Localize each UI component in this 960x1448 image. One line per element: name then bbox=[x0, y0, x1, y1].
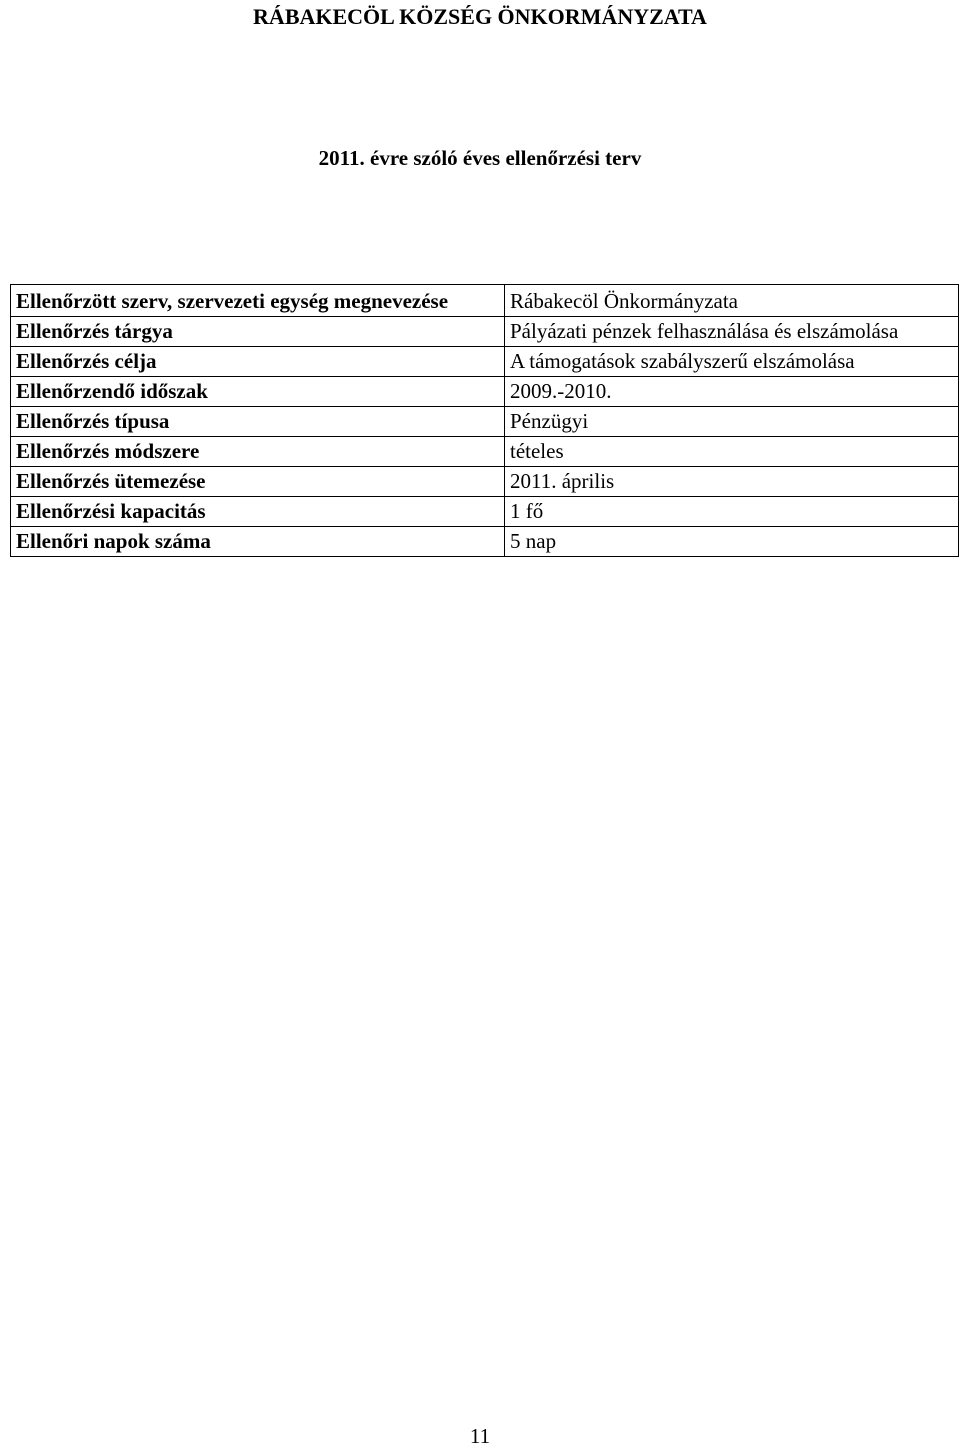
table-row bbox=[11, 527, 959, 557]
page-number: 11 bbox=[469, 1424, 491, 1448]
row-label: Ellenőrzés tárgya bbox=[16, 319, 173, 343]
row-value-cell bbox=[505, 317, 959, 347]
audit-plan-table bbox=[10, 284, 959, 557]
row-label-cell bbox=[11, 285, 505, 317]
row-value-cell bbox=[505, 467, 959, 497]
row-label-cell bbox=[11, 377, 505, 407]
table-row bbox=[11, 347, 959, 377]
row-label: Ellenőrzés ütemezése bbox=[16, 469, 206, 493]
row-value-cell bbox=[505, 527, 959, 557]
row-value: A támogatások szabályszerű elszámolása bbox=[510, 349, 855, 373]
row-value: tételes bbox=[510, 439, 564, 463]
row-value: 1 fő bbox=[510, 499, 544, 523]
table-row bbox=[11, 317, 959, 347]
row-label-cell bbox=[11, 437, 505, 467]
table-row bbox=[11, 377, 959, 407]
audit-plan-title: 2011. évre szóló éves ellenőrzési terv bbox=[318, 146, 642, 170]
table-row bbox=[11, 497, 959, 527]
row-label: Ellenőrzés célja bbox=[16, 349, 157, 373]
row-value-cell bbox=[505, 347, 959, 377]
row-value-cell bbox=[505, 437, 959, 467]
row-value: 5 nap bbox=[510, 529, 557, 553]
row-label-cell bbox=[11, 467, 505, 497]
row-label: Ellenőrzendő időszak bbox=[16, 379, 208, 403]
row-label: Ellenőrzés típusa bbox=[16, 409, 170, 433]
row-value: Pályázati pénzek felhasználása és elszámolása bbox=[510, 319, 899, 343]
table-row bbox=[11, 467, 959, 497]
row-label-cell bbox=[11, 407, 505, 437]
row-label: Ellenőrzési kapacitás bbox=[16, 499, 206, 523]
row-label: Ellenőri napok száma bbox=[16, 529, 211, 553]
row-value: 2011. április bbox=[510, 469, 615, 493]
row-label: Ellenőrzés módszere bbox=[16, 439, 200, 463]
table-row bbox=[11, 285, 959, 317]
row-label-cell bbox=[11, 527, 505, 557]
row-value: 2009.-2010. bbox=[510, 379, 612, 403]
row-label: Ellenőrzött szerv, szervezeti egység megnevezése bbox=[16, 289, 449, 313]
row-value-cell bbox=[505, 377, 959, 407]
row-label-cell bbox=[11, 317, 505, 347]
row-value: Rábakecöl Önkormányzata bbox=[510, 289, 738, 313]
table-row bbox=[11, 407, 959, 437]
table-row bbox=[11, 437, 959, 467]
row-value: Pénzügyi bbox=[510, 409, 589, 433]
municipality-title: RÁBAKECÖL KÖZSÉG ÖNKORMÁNYZATA bbox=[253, 4, 707, 29]
row-value-cell bbox=[505, 497, 959, 527]
row-value-cell bbox=[505, 285, 959, 317]
row-label-cell bbox=[11, 347, 505, 377]
row-value-cell bbox=[505, 407, 959, 437]
row-label-cell bbox=[11, 497, 505, 527]
